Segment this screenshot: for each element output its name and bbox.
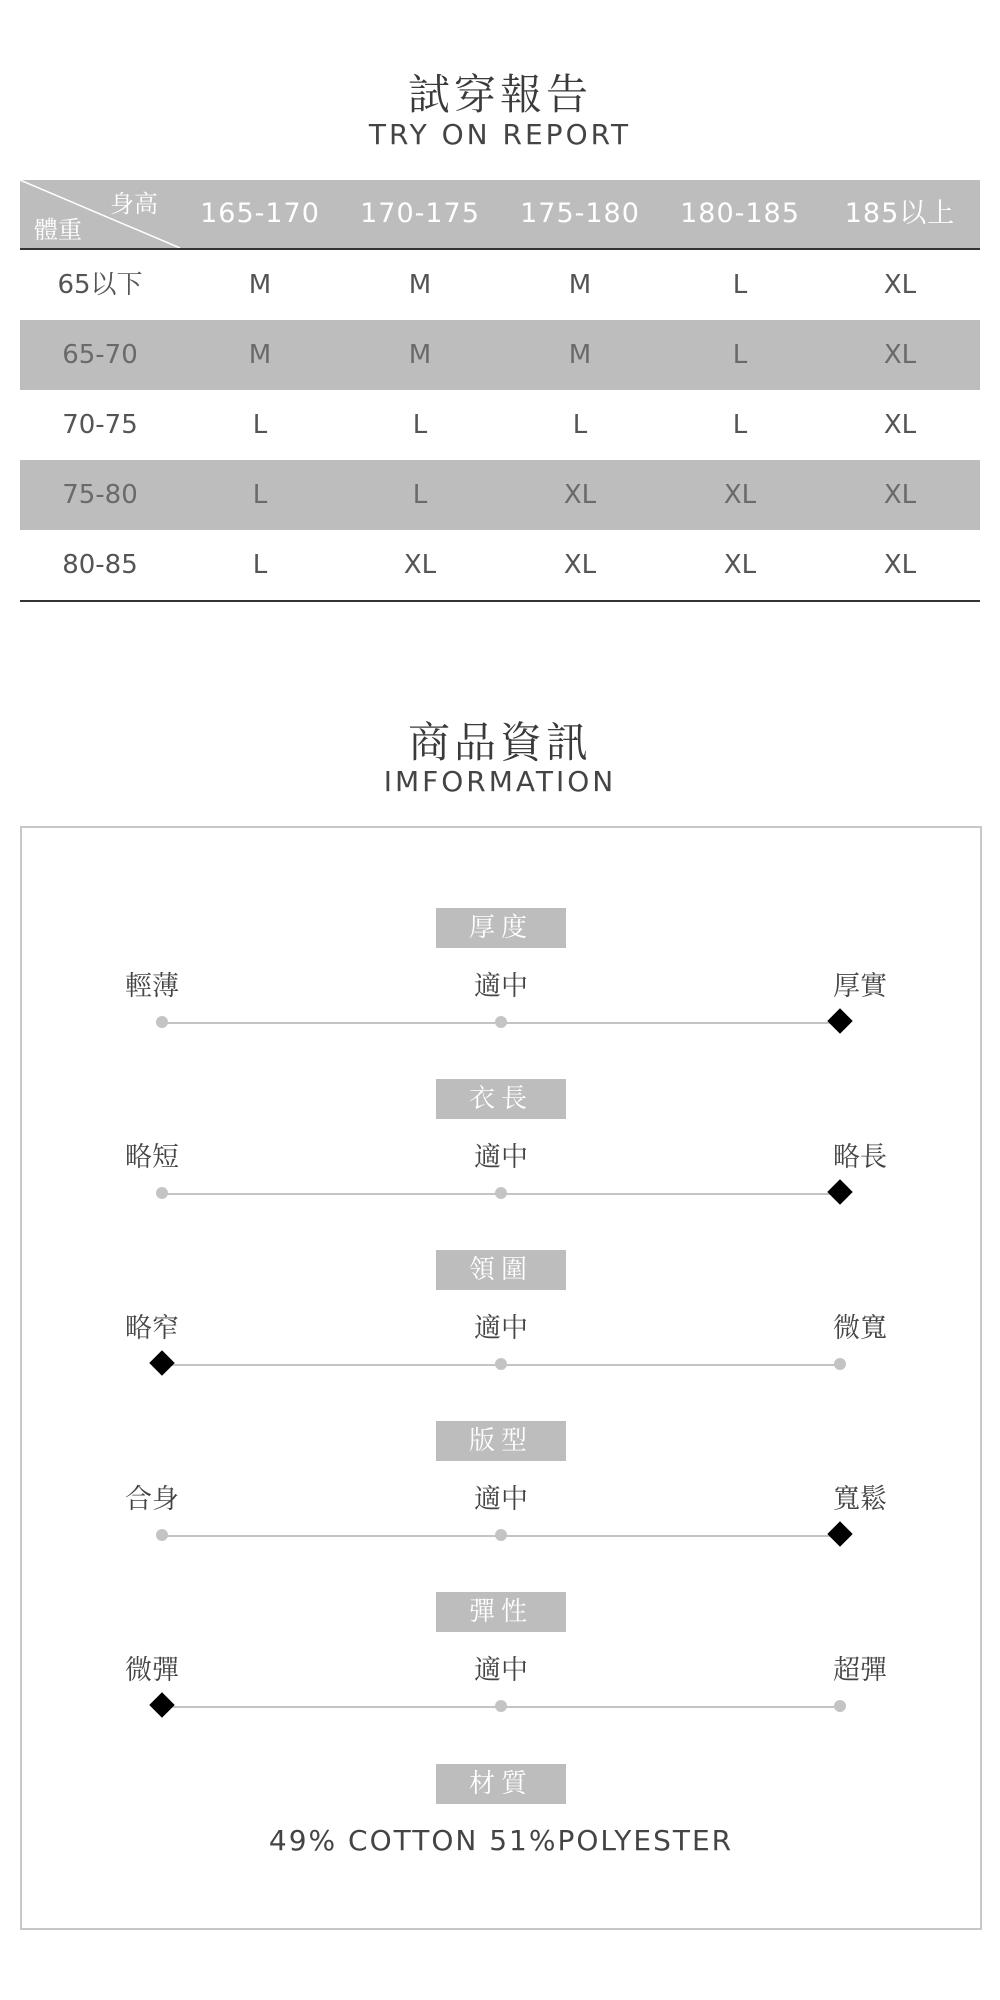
scale-left-label: 微彈 [125, 1655, 179, 1686]
table-row [20, 390, 980, 460]
size-cell: M [568, 340, 592, 370]
scale-left-label: 輕薄 [125, 971, 179, 1002]
scale-dot [495, 1358, 507, 1370]
attribute-thickness [22, 908, 980, 1048]
scale-dot [495, 1700, 507, 1712]
size-cell: M [568, 270, 592, 300]
weight-cell: 65以下 [57, 270, 143, 300]
size-cell: L [732, 270, 748, 300]
scale-dot [834, 1358, 846, 1370]
weight-cell: 80-85 [62, 550, 138, 580]
selected-marker [827, 1179, 852, 1204]
corner-height-label: 身高 [110, 190, 158, 218]
scale-dot [834, 1700, 846, 1712]
size-cell: XL [723, 550, 757, 580]
attribute-badge: 厚度 [436, 908, 566, 948]
size-cell: L [252, 410, 268, 440]
size-table-header [20, 180, 980, 248]
column-header: 170-175 [360, 198, 480, 229]
size-cell: XL [883, 480, 917, 510]
scale-right-label: 超彈 [833, 1655, 887, 1686]
attribute-badge: 版型 [436, 1421, 566, 1461]
scale-dot [156, 1187, 168, 1199]
column-header: 175-180 [520, 198, 640, 229]
corner-weight-label: 體重 [34, 216, 82, 244]
size-cell: XL [883, 550, 917, 580]
scale-right-label: 寬鬆 [833, 1484, 887, 1515]
scale-mid-label: 適中 [474, 1484, 528, 1515]
scale-mid-label: 適中 [474, 971, 528, 1002]
table-row [20, 320, 980, 390]
info-box [20, 826, 982, 1930]
try-on-title [0, 62, 1000, 122]
weight-cell: 70-75 [62, 410, 138, 440]
weight-cell: 65-70 [62, 340, 138, 370]
scale-mid-label: 適中 [474, 1313, 528, 1344]
scale-left-label: 略短 [125, 1142, 179, 1173]
scale-right-label: 厚實 [833, 971, 887, 1002]
info-title-cn: 商品資訊 [407, 718, 592, 767]
material-value: 49% COTTON 51%POLYESTER [268, 1824, 734, 1857]
column-header: 180-185 [680, 198, 800, 229]
scale-mid-label: 適中 [474, 1655, 528, 1686]
size-cell: L [252, 480, 268, 510]
size-cell: M [248, 270, 272, 300]
attribute-collar [22, 1250, 980, 1390]
scale-right-label: 微寬 [833, 1313, 887, 1344]
scale-dot [156, 1016, 168, 1028]
size-cell: XL [883, 410, 917, 440]
size-cell: XL [883, 270, 917, 300]
selected-marker [149, 1350, 174, 1375]
size-cell: L [412, 480, 428, 510]
selected-marker [827, 1521, 852, 1546]
scale-left-label: 合身 [125, 1484, 179, 1515]
size-cell: XL [723, 480, 757, 510]
size-cell: L [412, 410, 428, 440]
attribute-length [22, 1079, 980, 1219]
size-cell: XL [403, 550, 437, 580]
attribute-badge: 衣長 [436, 1079, 566, 1119]
scale-dot [495, 1016, 507, 1028]
weight-cell: 75-80 [62, 480, 138, 510]
try-on-subtitle [0, 118, 1000, 151]
size-cell: L [732, 410, 748, 440]
table-corner-cell [20, 180, 180, 248]
selected-marker [149, 1692, 174, 1717]
scale-left-label: 略窄 [125, 1313, 179, 1344]
info-title-en: IMFORMATION [383, 765, 617, 798]
size-cell: XL [883, 340, 917, 370]
scale-mid-label: 適中 [474, 1142, 528, 1173]
size-table [20, 180, 980, 602]
table-bottom-rule [20, 600, 980, 602]
scale-dot [495, 1529, 507, 1541]
info-title [0, 710, 1000, 770]
info-subtitle [0, 765, 1000, 798]
selected-marker [827, 1008, 852, 1033]
size-cell: L [732, 340, 748, 370]
attribute-elasticity [22, 1592, 980, 1732]
size-cell: L [572, 410, 588, 440]
size-cell: L [252, 550, 268, 580]
scale-dot [495, 1187, 507, 1199]
try-on-title-en: TRY ON REPORT [368, 118, 632, 151]
attribute-fit [22, 1421, 980, 1561]
size-cell: M [408, 340, 432, 370]
material-badge: 材質 [436, 1764, 566, 1804]
attribute-badge: 領圍 [436, 1250, 566, 1290]
size-cell: XL [563, 480, 597, 510]
size-cell: M [248, 340, 272, 370]
size-cell: M [408, 270, 432, 300]
scale-right-label: 略長 [833, 1142, 887, 1173]
try-on-title-cn: 試穿報告 [407, 70, 592, 119]
table-row [20, 250, 980, 320]
table-row [20, 460, 980, 530]
table-row [20, 530, 980, 600]
size-cell: XL [563, 550, 597, 580]
column-header: 185以上 [844, 198, 956, 229]
column-header: 165-170 [200, 198, 320, 229]
attribute-badge: 彈性 [436, 1592, 566, 1632]
scale-dot [156, 1529, 168, 1541]
